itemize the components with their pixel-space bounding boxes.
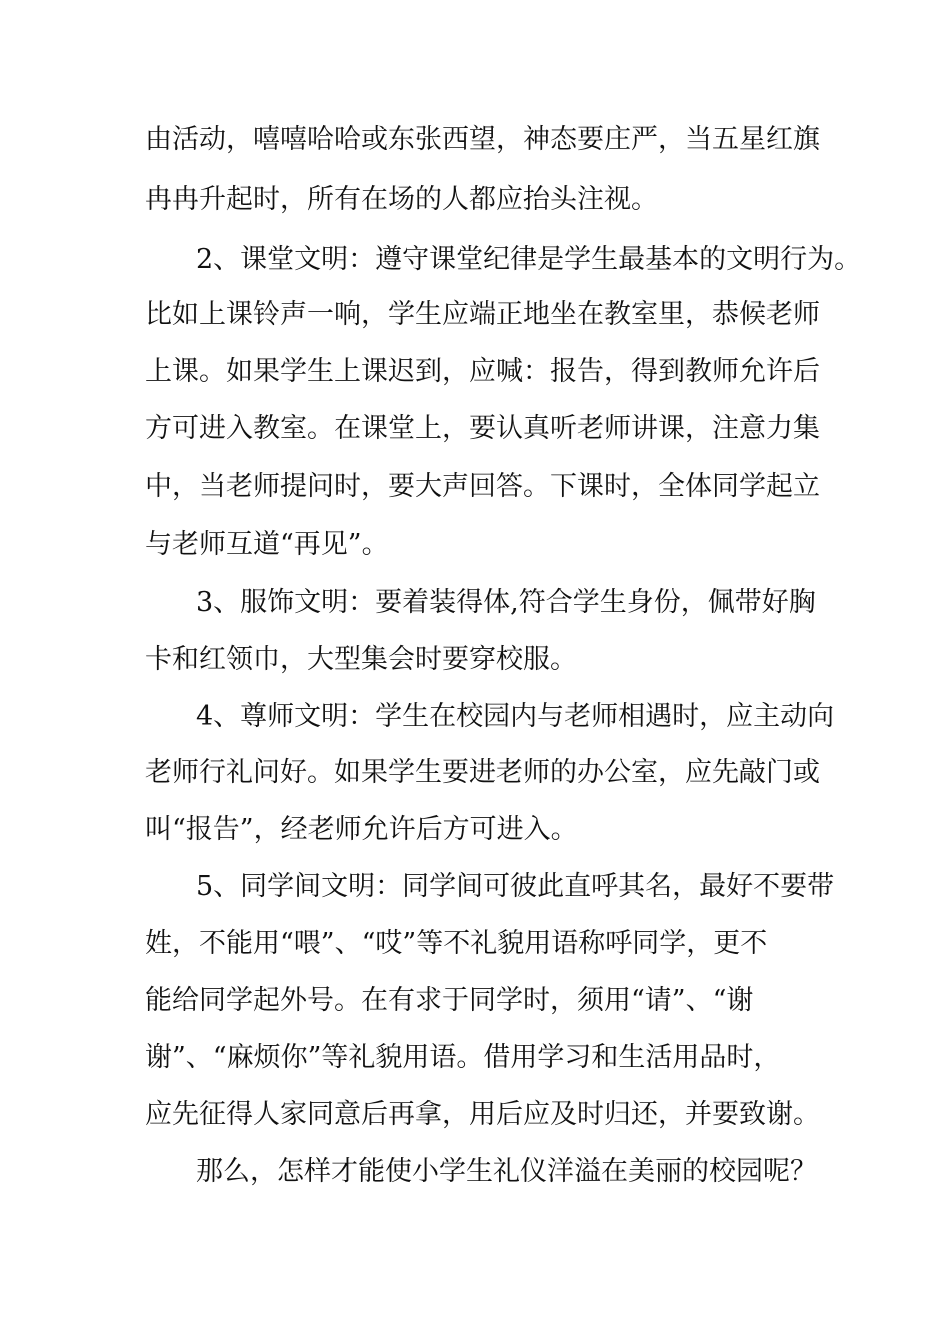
text-line: 姓，不能用“喂”、“哎”等不礼貌用语称呼同学，更不 <box>145 928 768 959</box>
text-line: 方可进入教室。在课堂上，要认真听老师讲课，注意力集 <box>145 413 820 444</box>
text-line: 能给同学起外号。在有求于同学时，须用“请”、“谢 <box>145 985 754 1016</box>
paragraph-classmates-start: 5、同学间文明：同学间可彼此直呼其名，最好不要带 <box>196 871 835 902</box>
text-line: 冉冉升起时，所有在场的人都应抬头注视。 <box>145 184 658 215</box>
text-line: 谢”、“麻烦你”等礼貌用语。借用学习和生活用品时， <box>145 1042 781 1073</box>
text-line: 与老师互道“再见”。 <box>145 529 389 560</box>
closing-question: 那么，怎样才能使小学生礼仪洋溢在美丽的校园呢？ <box>196 1156 817 1187</box>
paragraph-attire-start: 3、服饰文明：要着装得体,符合学生身份，佩带好胸 <box>196 587 816 618</box>
text-line: 老师行礼问好。如果学生要进老师的办公室，应先敲门或 <box>145 757 820 788</box>
text-line: 卡和红领巾，大型集会时要穿校服。 <box>145 644 577 675</box>
text-line: 比如上课铃声一响，学生应端正地坐在教室里，恭候老师 <box>145 299 820 330</box>
text-line: 上课。如果学生上课迟到，应喊：报告，得到教师允许后 <box>145 356 820 387</box>
paragraph-respect-teacher-start: 4、尊师文明：学生在校园内与老师相遇时，应主动向 <box>196 701 835 732</box>
text-line: 由活动，嘻嘻哈哈或东张西望，神态要庄严，当五星红旗 <box>145 124 820 155</box>
text-line: 叫“报告”，经老师允许后方可进入。 <box>145 814 578 845</box>
paragraph-classroom-start: 2、课堂文明：遵守课堂纪律是学生最基本的文明行为。 <box>196 244 862 275</box>
text-line: 应先征得人家同意后再拿，用后应及时归还，并要致谢。 <box>145 1099 820 1130</box>
text-line: 中，当老师提问时，要大声回答。下课时，全体同学起立 <box>145 471 820 502</box>
